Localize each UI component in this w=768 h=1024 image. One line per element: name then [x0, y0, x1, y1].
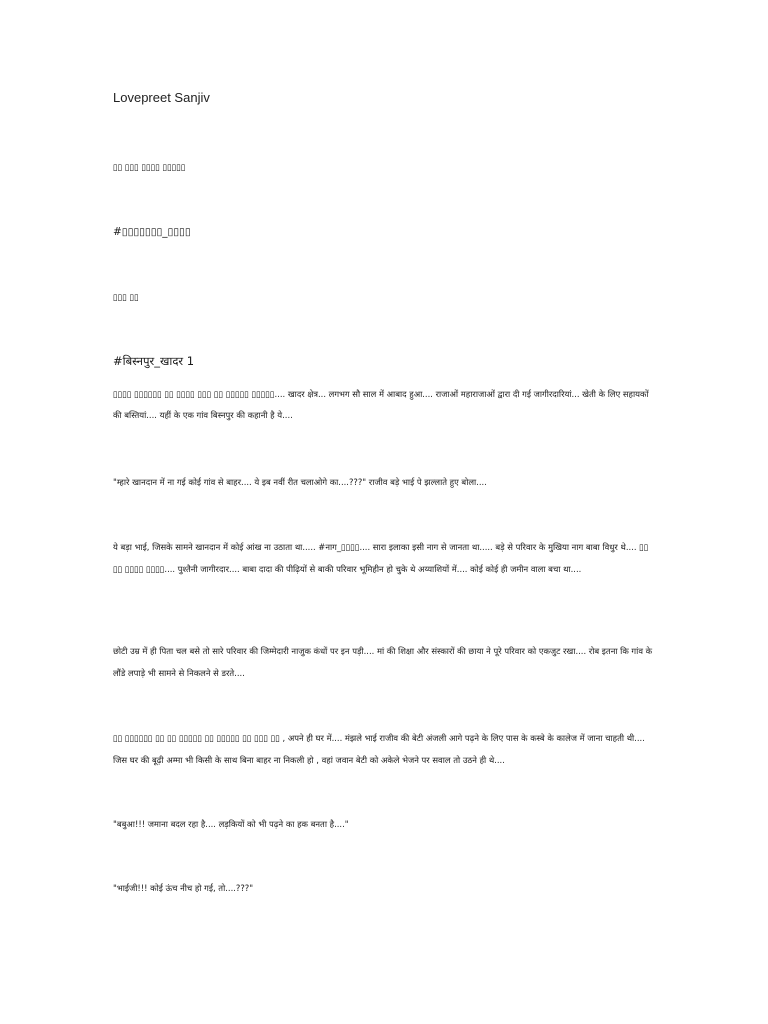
paragraph-3: ये बड़ा भाई, जिसके सामने खानदान में कोई आंख ना उठाता था..... #नाग_▯▯▯▯.... सारा इलाका इसी नाग से जानता था..... बड़े से परिवार के मुखिया नाग बाबा विधुर थे.... ▯▯ ▯▯ ▯▯▯▯ ▯▯▯▯.... पुश्तैनी जागीरदार.... बाबा दादा की पीढ़ियों से बाकी परिवार भूमिहीन हो चुके थे अय्याशियों में.... कोई कोई ही जमीन वाला बचा था.... — [113, 542, 649, 574]
paragraph-5: ▯▯ ▯▯▯▯▯▯ ▯▯ ▯▯ ▯▯▯▯▯ ▯▯ ▯▯▯▯▯ ▯▯ ▯▯▯ ▯▯ , अपने ही घर में.... मंझले भाई राजीव की बेटी अंजली आगे पढ़ने के लिए पास के कस्बे के कालेज में जाना चाहती थी.... जिस घर की बूढ़ी अम्मा भी किसी के साथ बिना बाहर ना निकली हो , वहां जवान बेटी को अकेले भेजने पर सवाल तो उठने ही थे.... — [113, 733, 645, 765]
paragraph-4: छोटी उम्र में ही पिता चल बसे तो सारे परिवार की जिम्मेदारी नाजुक कंधों पर इन पड़ी.... मां की शिक्षा और संस्कारों की छाया ने पूरे परिवार को एकजुट रखा.... रोब इतना कि गांव के लौंडे लपाड़े भी सामने से निकलने से डरते.... — [113, 646, 653, 678]
story-title-line: ▯▯ ▯▯▯ ▯▯▯▯ ▯▯▯▯▯ — [113, 162, 186, 172]
paragraph-7: "भाईजी!!! कोई ऊंच नीच हो गई, तो....???" — [113, 883, 254, 893]
paragraph-1: ▯▯▯▯ ▯▯▯▯▯▯ ▯▯ ▯▯▯▯ ▯▯▯ ▯▯ ▯▯▯▯▯ ▯▯▯▯▯.... खादर क्षेत्र... लगभग सौ साल में आबाद हुआ.... राजाओं महाराजाओं द्वारा दी गई जागीरदारियां... खेती के लिए सहायकों की बस्तियां.... यहीं के एक गांव बिस्नपुर की कहानी है ये.... — [113, 389, 649, 420]
chapter-heading: #बिस्नपुर_खादर 1 — [113, 354, 195, 368]
story-hashtag-line: #▯▯▯▯▯▯▯_▯▯▯▯ — [113, 226, 191, 238]
paragraph-6: "बबुआ!!! जमाना बदल रहा है.... लड़कियों को भी पढ़ने का हक बनता है...." — [113, 819, 349, 829]
paragraph-2: "म्हारे खानदान में ना गई कोई गांव से बाहर.... ये इब नवीं रीत चलाओगे का....???" राजीव बड़े भाई पे झल्लाते हुए बोला.... — [113, 477, 487, 487]
author-name: Lovepreet Sanjiv — [113, 90, 210, 105]
story-subtitle-line: ▯▯▯ ▯▯ — [113, 292, 139, 302]
